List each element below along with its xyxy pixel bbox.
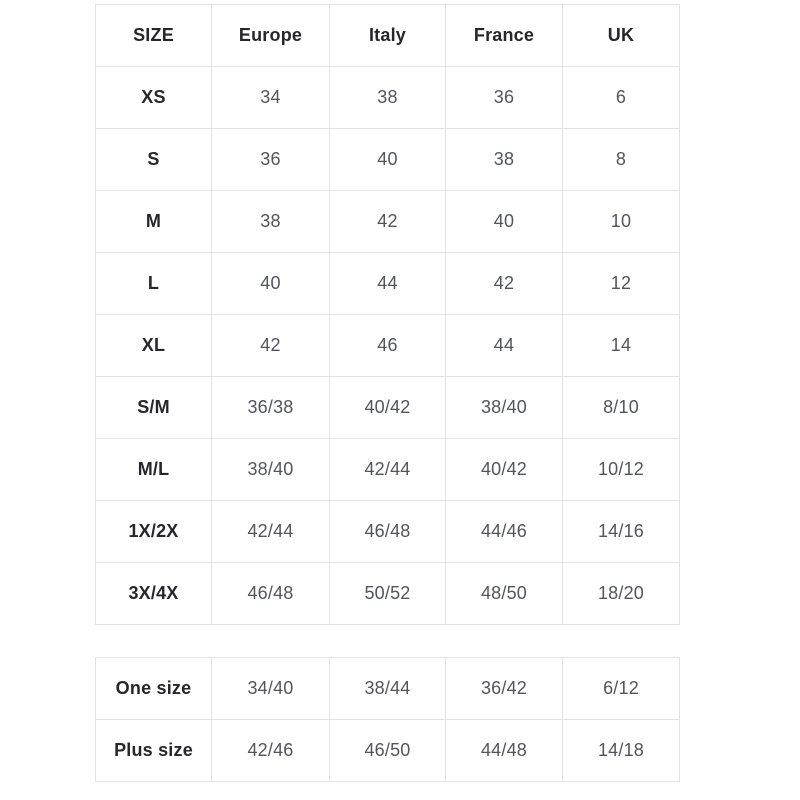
column-header-europe: Europe bbox=[212, 5, 330, 67]
cell-europe: 38/40 bbox=[212, 439, 330, 501]
one-size-plus-size-table bbox=[95, 657, 680, 782]
table-row-one-size bbox=[96, 658, 680, 720]
row-label: One size bbox=[96, 658, 212, 720]
table-row-xs bbox=[96, 67, 680, 129]
cell-europe: 42/44 bbox=[212, 501, 330, 563]
table-row-m bbox=[96, 191, 680, 253]
cell-uk: 6/12 bbox=[563, 658, 680, 720]
column-header-uk: UK bbox=[563, 5, 680, 67]
cell-france: 38/40 bbox=[446, 377, 563, 439]
table-row-s bbox=[96, 129, 680, 191]
cell-france: 44 bbox=[446, 315, 563, 377]
cell-europe: 34 bbox=[212, 67, 330, 129]
cell-uk: 10/12 bbox=[563, 439, 680, 501]
cell-europe: 40 bbox=[212, 253, 330, 315]
cell-france: 44/46 bbox=[446, 501, 563, 563]
cell-europe: 36/38 bbox=[212, 377, 330, 439]
cell-france: 42 bbox=[446, 253, 563, 315]
row-label: S bbox=[96, 129, 212, 191]
row-label: XS bbox=[96, 67, 212, 129]
cell-italy: 38 bbox=[330, 67, 446, 129]
row-label: 1X/2X bbox=[96, 501, 212, 563]
cell-europe: 46/48 bbox=[212, 563, 330, 625]
table-row-l bbox=[96, 253, 680, 315]
column-header-france: France bbox=[446, 5, 563, 67]
column-header-italy: Italy bbox=[330, 5, 446, 67]
row-label: Plus size bbox=[96, 720, 212, 782]
cell-italy: 46 bbox=[330, 315, 446, 377]
table-row-3x4x bbox=[96, 563, 680, 625]
cell-france: 48/50 bbox=[446, 563, 563, 625]
table-row-plus-size bbox=[96, 720, 680, 782]
cell-italy: 40/42 bbox=[330, 377, 446, 439]
cell-france: 40 bbox=[446, 191, 563, 253]
cell-uk: 8 bbox=[563, 129, 680, 191]
table-row-1x2x bbox=[96, 501, 680, 563]
row-label: S/M bbox=[96, 377, 212, 439]
table-row-sm bbox=[96, 377, 680, 439]
cell-italy: 46/48 bbox=[330, 501, 446, 563]
cell-france: 44/48 bbox=[446, 720, 563, 782]
size-conversion-table bbox=[95, 4, 680, 625]
cell-uk: 8/10 bbox=[563, 377, 680, 439]
cell-italy: 38/44 bbox=[330, 658, 446, 720]
cell-france: 38 bbox=[446, 129, 563, 191]
row-label: L bbox=[96, 253, 212, 315]
cell-italy: 42 bbox=[330, 191, 446, 253]
row-label: M bbox=[96, 191, 212, 253]
cell-uk: 14 bbox=[563, 315, 680, 377]
row-label: M/L bbox=[96, 439, 212, 501]
cell-italy: 46/50 bbox=[330, 720, 446, 782]
cell-france: 40/42 bbox=[446, 439, 563, 501]
cell-europe: 42 bbox=[212, 315, 330, 377]
cell-europe: 42/46 bbox=[212, 720, 330, 782]
cell-italy: 50/52 bbox=[330, 563, 446, 625]
cell-france: 36 bbox=[446, 67, 563, 129]
row-label: XL bbox=[96, 315, 212, 377]
cell-europe: 34/40 bbox=[212, 658, 330, 720]
cell-uk: 10 bbox=[563, 191, 680, 253]
cell-uk: 14/18 bbox=[563, 720, 680, 782]
cell-uk: 12 bbox=[563, 253, 680, 315]
cell-uk: 14/16 bbox=[563, 501, 680, 563]
table-header-row bbox=[96, 5, 680, 67]
cell-uk: 18/20 bbox=[563, 563, 680, 625]
cell-europe: 36 bbox=[212, 129, 330, 191]
cell-france: 36/42 bbox=[446, 658, 563, 720]
cell-italy: 42/44 bbox=[330, 439, 446, 501]
cell-italy: 40 bbox=[330, 129, 446, 191]
table-row-xl bbox=[96, 315, 680, 377]
cell-italy: 44 bbox=[330, 253, 446, 315]
cell-uk: 6 bbox=[563, 67, 680, 129]
cell-europe: 38 bbox=[212, 191, 330, 253]
table-row-ml bbox=[96, 439, 680, 501]
column-header-size: SIZE bbox=[96, 5, 212, 67]
row-label: 3X/4X bbox=[96, 563, 212, 625]
